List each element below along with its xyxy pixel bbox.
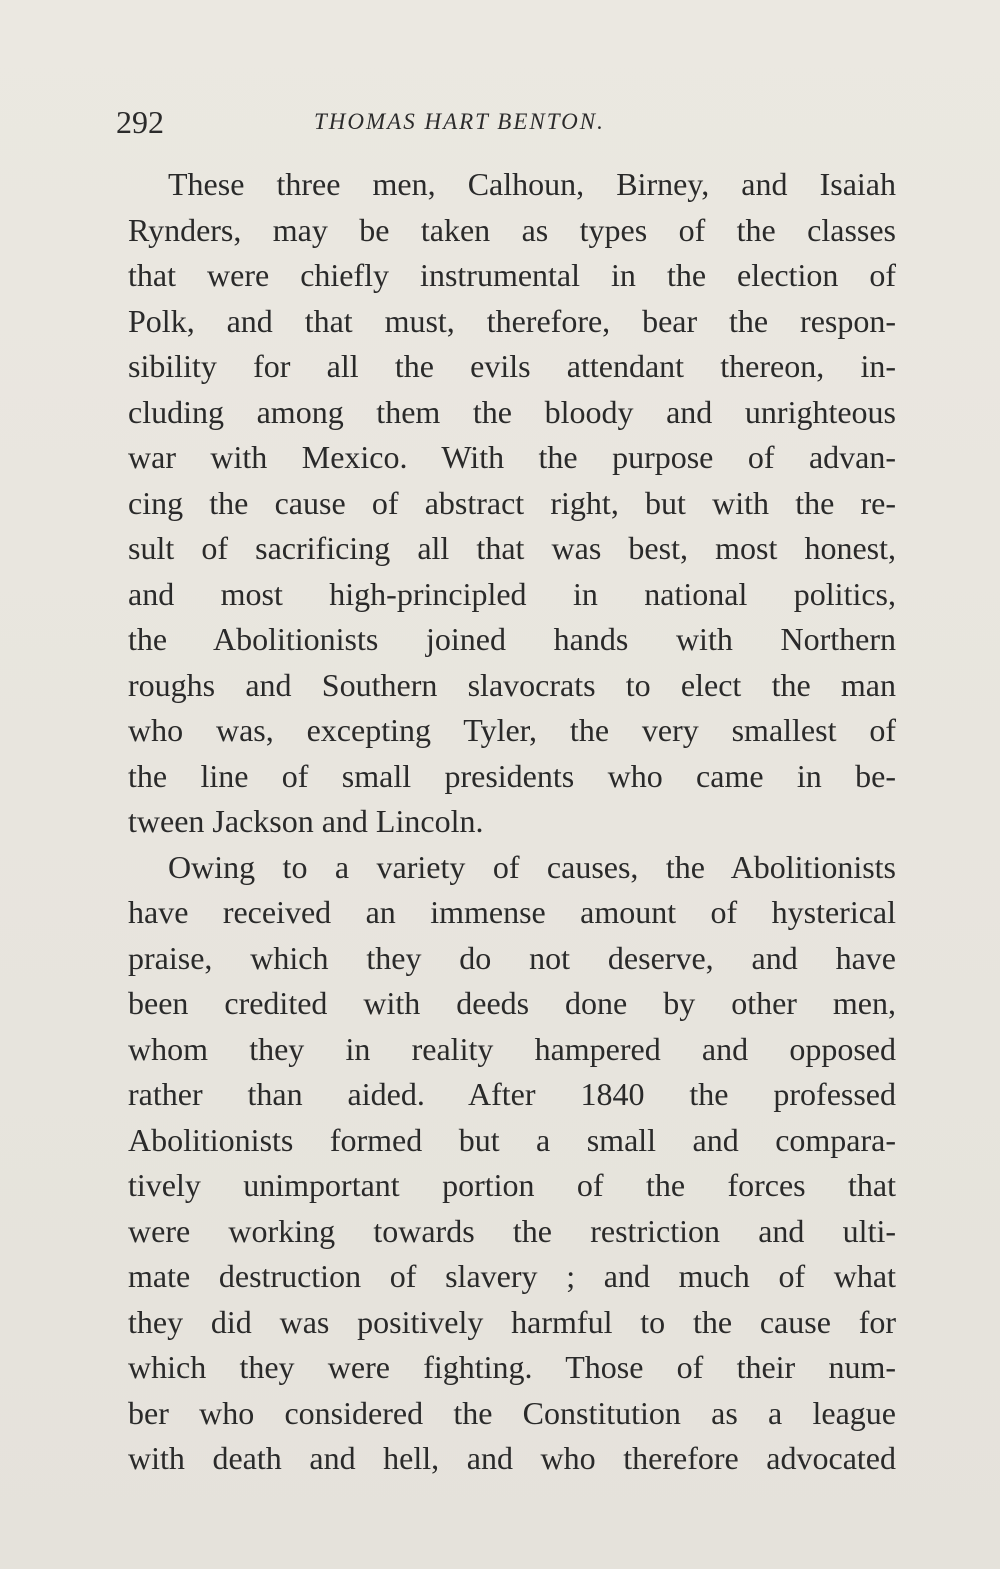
text-line: been credited with deeds done by other men, [128, 985, 896, 1021]
text-line: rather than aided. After 1840 the professed [128, 1076, 896, 1112]
text-line: sult of sacrificing all that was best, most honest, [128, 530, 896, 566]
text-line: with death and hell, and who therefore advocated [128, 1440, 896, 1476]
text-line: Rynders, may be taken as types of the classes [128, 211, 896, 248]
text-line: whom they in reality hampered and opposed [128, 1030, 896, 1067]
text-line: These three men, Calhoun, Birney, and Isaiah [168, 166, 896, 202]
text-line: sibility for all the evils attendant thereon, in- [128, 348, 896, 384]
text-line: cing the cause of abstract right, but with the re- [128, 484, 896, 521]
text-line: the line of small presidents who came in be- [128, 757, 896, 794]
running-head: THOMAS HART BENTON. [314, 109, 605, 134]
text-line: were working towards the restriction and ulti- [128, 1212, 896, 1249]
text-line: cluding among them the bloody and unrighteous [128, 393, 896, 430]
text-line: mate destruction of slavery ; and much of what [128, 1258, 896, 1294]
text-line: and most high-principled in national politics, [128, 575, 896, 612]
page-number: 292 [116, 104, 164, 140]
text-line: Abolitionists formed but a small and compara- [128, 1121, 896, 1158]
text-line: have received an immense amount of hysterical [128, 894, 896, 930]
text-line: tween Jackson and Lincoln. [128, 803, 484, 839]
text-line: praise, which they do not deserve, and have [128, 939, 896, 976]
body-text [128, 162, 896, 1482]
text-line: they did was positively harmful to the cause for [128, 1303, 896, 1340]
text-line: ber who considered the Constitution as a league [128, 1394, 896, 1431]
page-header [116, 100, 896, 144]
text-line: the Abolitionists joined hands with Northern [128, 621, 896, 657]
text-line: Owing to a variety of causes, the Abolitionists [168, 848, 896, 885]
text-line: which they were fighting. Those of their num- [128, 1349, 896, 1385]
text-line: war with Mexico. With the purpose of advan- [128, 439, 896, 475]
text-line: tively unimportant portion of the forces that [128, 1167, 896, 1203]
paragraph-1 [128, 162, 896, 845]
text-line: Polk, and that must, therefore, bear the respon- [128, 302, 896, 339]
paragraph-2 [128, 845, 896, 1482]
text-line: who was, excepting Tyler, the very smallest of [128, 712, 896, 748]
text-line: roughs and Southern slavocrats to elect the man [128, 666, 896, 703]
text-line: that were chiefly instrumental in the election of [128, 257, 896, 293]
